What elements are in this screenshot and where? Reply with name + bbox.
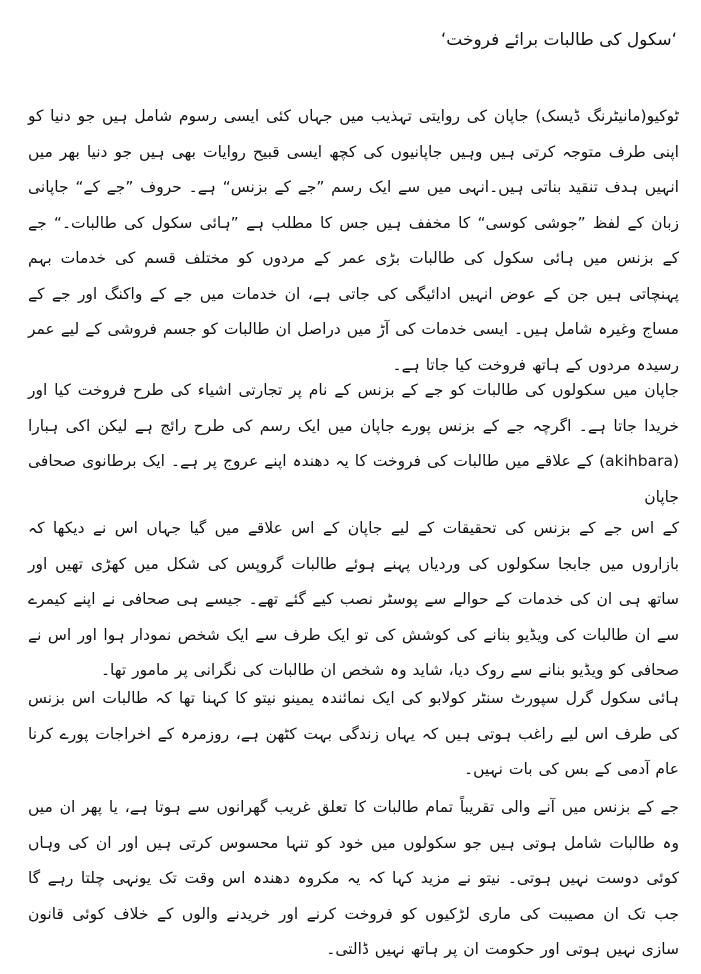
article-paragraph-2: جاپان میں سکولوں کی طالبات کو جے کے بزنس کے نام پر تجارتی اشیاء کی طرح فروخت کیا اور خریدا جاتا ہے۔ اگرچہ جے کے بزنس پورے جاپان میں ایک رسم کی طرح رائج ہے لیکن اکی ہبارا (akihbara) کے علاقے میں طالبات کی فروخت کا یہ دھندہ اپنے عروج پر ہے۔ ایک برطانوی صحافی جاپان: [28, 381, 679, 506]
article-paragraph-4: ہائی سکول گرل سپورٹ سنٹر کولابو کی ایک نمائندہ یمینو نیتو کا کہنا تھا کہ طالبات اس بزنس کی طرف اس لیے راغب ہوتی ہیں کہ یہاں زندگی بہت کٹھن ہے، روزمرہ کے اخراجات پورے کرنا عام آدمی کے بس کی بات نہیں۔: [28, 689, 679, 778]
article-title: ‘سکول کی طالبات برائے فروخت‘: [440, 30, 677, 50]
article-paragraph-1: ٹوکیو(مانیٹرنگ ڈیسک) جاپان کی روایتی تہذیب میں جہاں کئی ایسی رسوم شامل ہیں جو دنیا کو اپنی طرف متوجہ کرتی ہیں وہیں جاپانیوں کی کچھ ایسی قبیح روایات بھی ہیں جو دنیا بھر میں انہیں ہدف تنقید بناتی ہیں۔انہی میں سے ایک رسم ”جے کے بزنس“ ہے۔ حروف ”جے کے“ جاپانی زبان کے لفظ ”جوشی کوسی“ کا مخفف ہیں جس کا مطلب ہے ”ہائی سکول کی طالبات۔“ جے کے بزنس میں ہائی سکول کی طالبات بڑی عمر کے مردوں کو مختلف قسم کی خدمات بہم پہنچاتی ہیں جن کے عوض انہیں ادائیگی کی جاتی ہے، ان خدمات میں جے کے واکنگ اور جے کے مساج وغیرہ شامل ہیں۔ ایسی خدمات کی آڑ میں دراصل ان طالبات کو جسم فروشی کے لیے عمر رسیدہ مردوں کے ہاتھ فروخت کیا جاتا ہے۔: [28, 107, 679, 374]
article-paragraph-3: کے اس جے کے بزنس کی تحقیقات کے لیے جاپان کے اس علاقے میں گیا جہاں اس نے دیکھا کہ بازاروں میں جابجا سکولوں کی وردیاں پہنے ہوئے طالبات گروپس کی شکل میں کھڑی تھیں اور ساتھ ہی ان کی خدمات کے حوالے سے پوسٹر نصب کیے گئے تھے۔ جیسے ہی صحافی نے اپنے کیمرے سے ان طالبات کی ویڈیو بنانے کی کوشش کی تو ایک طرف سے ایک شخص نمودار ہوا اور اس نے صحافی کو ویڈیو بنانے سے روک دیا، شاید وہ شخص ان طالبات کی نگرانی پر مامور تھا۔: [28, 519, 679, 679]
article-paragraph-5: جے کے بزنس میں آنے والی تقریباً تمام طالبات کا تعلق غریب گھرانوں سے ہوتا ہے، یا پھر ان میں وہ طالبات شامل ہوتی ہیں جو سکولوں میں خود کو تنہا محسوس کرتی ہیں اور ان کی وہاں کوئی دوست نہیں ہوتی۔ نیتو نے مزید کہا کہ یہ مکروہ دھندہ اس وقت تک یونہی چلتا رہے گا جب تک ان مصیبت کی ماری لڑکیوں کو فروخت کرنے اور خریدنے والوں کے خلاف کوئی قانون سازی نہیں ہوتی اور حکومت ان پر ہاتھ نہیں ڈالتی۔: [28, 798, 679, 958]
